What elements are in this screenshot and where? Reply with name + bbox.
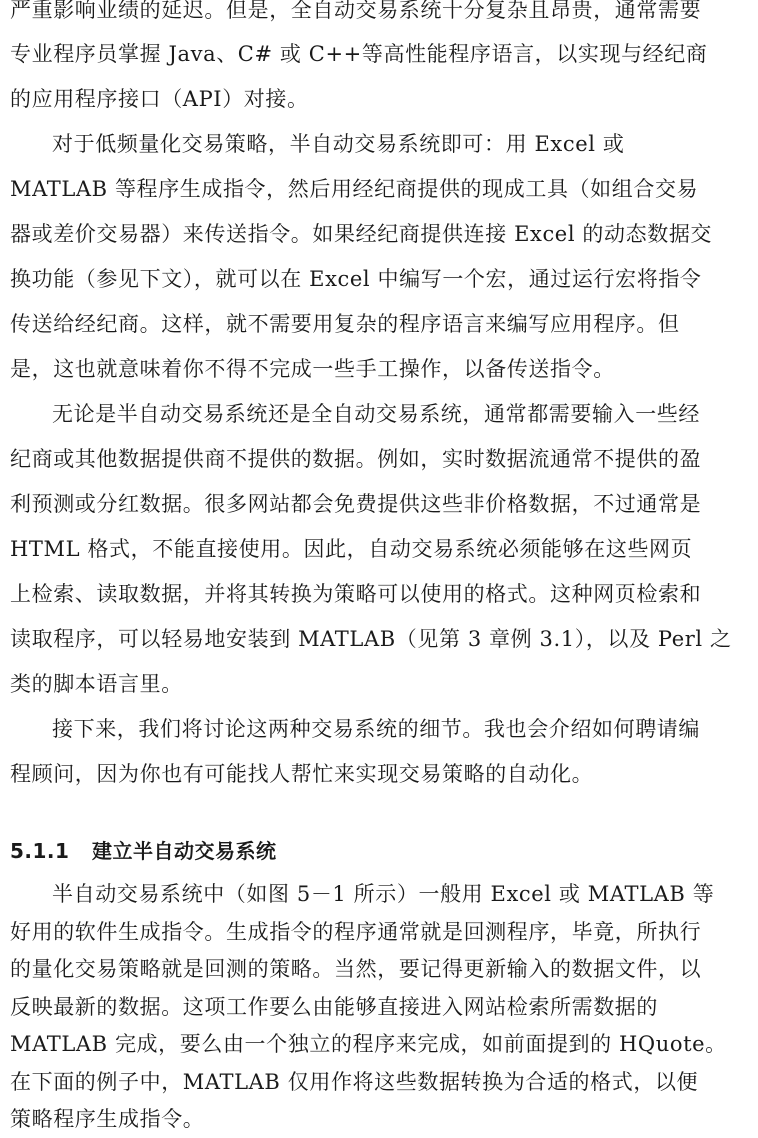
text-line: 反映最新的数据。这项工作要么由能够直接进入网站检索所需数据的 [10,994,658,1019]
text-line: 好用的软件生成指令。生成指令的程序通常就是回测程序，毕竟，所执行 [10,919,702,944]
text-line: 严重影响业绩的延迟。但是，全自动交易系统十分复杂且昂贵，通常需要 [10,0,702,22]
text-line: 接下来，我们将讨论这两种交易系统的细节。我也会介绍如何聘请编 [52,717,700,741]
text-line: 利预测或分红数据。很多网站都会免费提供这些非价格数据，不过通常是 [10,492,702,516]
text-line: 半自动交易系统中（如图 5－1 所示）一般用 Excel 或 MATLAB 等 [52,882,715,906]
text-line: 程顾问，因为你也有可能找人帮忙来实现交易策略的自动化。 [10,762,594,786]
text-line: 的量化交易策略就是回测的策略。当然，要记得更新输入的数据文件，以 [10,957,702,981]
section-number: 5.1.1 [10,839,70,863]
text-line: 无论是半自动交易系统还是全自动交易系统，通常都需要输入一些经 [52,402,700,426]
text-line: MATLAB 完成，要么由一个独立的程序来完成，如前面提到的 HQuote。 [10,1032,727,1056]
section-title: 建立半自动交易系统 [92,839,277,863]
text-line: 上检索、读取数据，并将其转换为策略可以使用的格式。这种网页检索和 [10,582,702,606]
text-line: 类的脚本语言里。 [10,672,183,696]
text-line: 在下面的例子中，MATLAB 仅用作将这些数据转换为合适的格式，以便 [10,1069,699,1094]
text-line: 器或差价交易器）来传送指令。如果经纪商提供连接 Excel 的动态数据交 [10,222,713,246]
text-line: 纪商或其他数据提供商不提供的数据。例如，实时数据流通常不提供的盈 [10,447,702,471]
text-line: 换功能（参见下文），就可以在 Excel 中编写一个宏，通过运行宏将指令 [10,267,702,291]
text-line: 读取程序，可以轻易地安装到 MATLAB（见第 3 章例 3.1），以及 Perl 之 [10,627,732,651]
text-line: 对于低频量化交易策略，半自动交易系统即可：用 Excel 或 [52,132,625,156]
text-line: 传送给经纪商。这样，就不需要用复杂的程序语言来编写应用程序。但 [10,312,680,336]
text-line: 专业程序员掌握 Java、C# 或 C++等高性能程序语言，以实现与经纪商 [10,42,708,66]
text-line: HTML 格式，不能直接使用。因此，自动交易系统必须能够在这些网页 [10,537,693,561]
text-line: 策略程序生成指令。 [10,1107,205,1131]
section-heading [10,841,277,862]
text-line: 的应用程序接口（API）对接。 [10,87,309,111]
text-line: MATLAB 等程序生成指令，然后用经纪商提供的现成工具（如组合交易 [10,177,699,201]
text-line: 是，这也就意味着你不得不完成一些手工操作，以备传送指令。 [10,357,615,381]
